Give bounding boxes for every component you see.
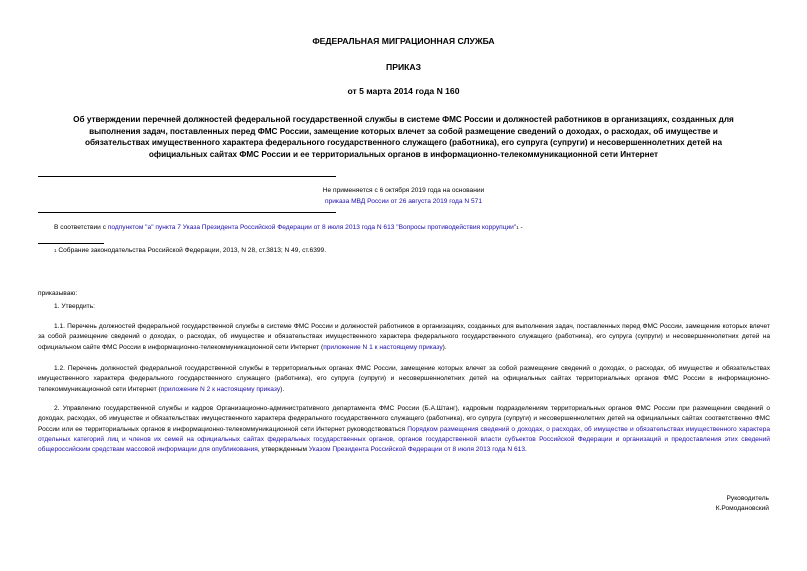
footnote-mark: 1 [54, 248, 57, 253]
preamble-link[interactable]: подпунктом "а" пункта 7 Указа Президента Российской Федерации от 8 июля 2013 года N 613 "Вопросы противодействия коррупции" [107, 224, 517, 231]
title-line: выполнения задач, поставленных перед ФМС России, замещение которых влечет за собой размещение сведений о доходах, о расходах, об имуществе и [89, 126, 718, 136]
divider-bottom [38, 212, 336, 213]
item-1-2-end: ). [280, 385, 285, 393]
item-2-end: . [525, 446, 527, 454]
item-1: 1. Утвердить: [54, 303, 95, 310]
item-1-1-text: 1.1. Перечень должностей федеральной государственной службы в системе ФМС России и должностей работников в организациях, созданных для выполнения задач, поставленных перед ФМС России, замещение которых влечет за собой размещение сведений о доходах, о расходах, об имуществе и обязательствах имущественного характера федерального государственного служащего (работника), его супруга (супруги) и несовершеннолетних детей на официальном сайте ФМС России в информационно-телекоммуникационной сети Интернет ( [38, 323, 770, 351]
doc-type: ПРИКАЗ [386, 62, 421, 72]
item-1-2 [38, 364, 770, 395]
item-1-1-end: ). [442, 343, 447, 351]
footnote-divider [38, 243, 104, 244]
footnote [54, 246, 326, 256]
agency-name: ФЕДЕРАЛЬНАЯ МИГРАЦИОННАЯ СЛУЖБА [312, 36, 495, 46]
footnote-ref[interactable]: 1 [516, 225, 519, 230]
preamble-prefix: В соответствии с [54, 224, 106, 231]
title-line: обязательствах имущественного характера федерального государственного служащего (работника), его супруга (супруги) и несовершеннолетних детей на [84, 138, 723, 148]
appendix-1-link[interactable]: приложение N 1 к настоящему приказу [323, 343, 443, 351]
procedure-link[interactable]: Порядком размещения сведений о доходах, о расходах, об имуществе и обязательствах имущественного характера отдельных категорий лиц и членов их семей на официальных сайтах федеральных государственных органов, органов государственной власти субъектов Российской Федерации и организаций и предоставления этих сведений общероссийским средствам массовой информации для опубликования [38, 425, 770, 454]
item-2 [38, 404, 770, 455]
decree-link[interactable]: Указом Президента Российской Федерации от 8 июля 2013 года N 613 [308, 446, 526, 454]
title-line: официальных сайтах ФМС России и ее территориальных органов в информационно-телекоммуникационной сети Интернет [148, 149, 659, 159]
status-note-link[interactable]: приказа МВД России от 26 августа 2019 года N 571 [325, 198, 482, 205]
signature-block [716, 494, 769, 515]
status-note-text: Не применяется с 6 октября 2019 года на основании [322, 187, 485, 194]
footnote-text: Собрание законодательства Российской Федерации, 2013, N 28, ст.3813; N 49, ст.6399. [58, 247, 327, 254]
title-line: Об утверждении перечней должностей федеральной государственной службы в системе ФМС России и должностей работников в организациях, созданных для [73, 115, 734, 124]
signature-name: К.Ромодановский [715, 505, 769, 513]
document-title [0, 114, 807, 160]
status-note [0, 185, 807, 207]
item-2-text: 2. Управлению государственной службы и кадров Организационно-административного департамента ФМС России (Б.А.Штанг), кадровым подразделениям территориальных органов ФМС России при размещении сведений о доходах, расходах, об имуществе и обязательствах имущественного характера федерального государственного служащего (работника), его супруга (супруги) и несовершеннолетних детей на официальных сайтах соответственно ФМС России или ее территориальных органов в информационно-телекоммуникационной сети Интернет руководствоваться [38, 405, 770, 433]
appendix-2-link[interactable]: приложение N 2 к настоящему приказу [160, 385, 281, 393]
item-2-middle: , утвержденным [257, 446, 309, 454]
order-word: приказываю: [38, 290, 78, 297]
divider-top [38, 176, 336, 177]
preamble-suffix: - [518, 224, 523, 231]
item-1-2-text: 1.2. Перечень должностей федеральной государственной службы в территориальных органах ФМС России, замещение которых влечет за собой размещение сведений о доходах, о расходах, об имуществе и обязательствах имущественного характера федерального государственного служащего (работника), его супруга (супруги) и несовершеннолетних детей на официальных сайтах территориальных органов ФМС России в информационно-телекоммуникационной сети Интернет ( [38, 365, 770, 393]
preamble [54, 223, 774, 233]
doc-date-number: от 5 марта 2014 года N 160 [347, 86, 460, 96]
signature-position: Руководитель [726, 495, 769, 502]
item-1-1 [38, 322, 770, 353]
